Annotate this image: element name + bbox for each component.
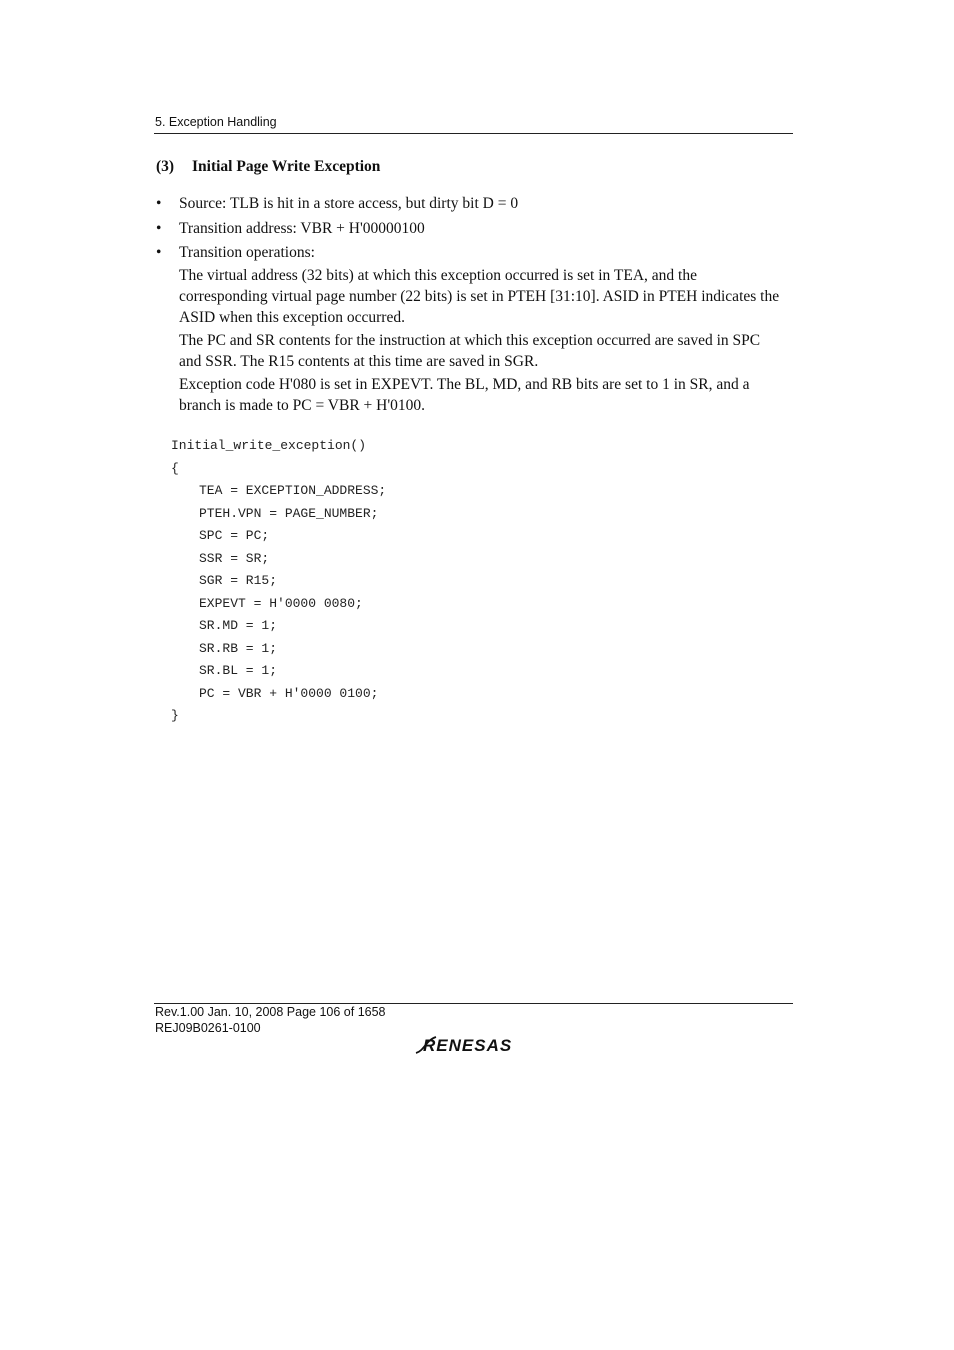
footer-revision: Rev.1.00 Jan. 10, 2008 Page 106 of 1658 — [155, 1005, 386, 1019]
code-line: EXPEVT = H'0000 0080; — [199, 595, 363, 611]
bullet-icon: • — [156, 195, 162, 212]
code-line: SR.RB = 1; — [199, 640, 278, 656]
bullet-source: Source: TLB is hit in a store access, but dirty bit D = 0 — [179, 195, 519, 212]
code-line: PTEH.VPN = PAGE_NUMBER; — [199, 505, 379, 521]
section-heading — [156, 158, 380, 176]
code-function: Initial_write_exception() — [171, 438, 367, 453]
bullet-icon: • — [156, 244, 162, 261]
code-line: SR.MD = 1; — [199, 618, 278, 633]
code-line: SPC = PC; — [199, 528, 270, 543]
running-header: 5. Exception Handling — [155, 115, 277, 129]
code-line: SGR = R15; — [199, 573, 278, 588]
renesas-logo — [414, 1034, 534, 1061]
bullet-transition-address: Transition address: VBR + H'00000100 — [179, 219, 425, 237]
code-line: PC = VBR + H'0000 0100; — [199, 685, 379, 701]
bullet-icon: • — [156, 219, 162, 237]
header-rule — [154, 133, 793, 134]
code-block — [171, 435, 386, 728]
footer — [155, 1005, 386, 1036]
code-line: SSR = SR; — [199, 550, 270, 566]
renesas-logo-icon — [414, 1034, 534, 1056]
bullet-transition-operations: Transition operations: — [179, 244, 315, 261]
svg-text:RENESAS: RENESAS — [423, 1036, 513, 1055]
paragraph-expevt: Exception code H'080 is set in EXPEVT. The BL, MD, and RB bits are set to 1 in SR, and a branch is made to PC = VBR + H'0100. — [179, 376, 750, 414]
code-line: TEA = EXCEPTION_ADDRESS; — [199, 483, 387, 498]
paragraph-spc-ssr: The PC and SR contents for the instruction at which this exception occurred are saved in SPC and SSR. The R15 contents at this time are saved in SGR. — [179, 332, 761, 370]
footer-rule — [154, 1003, 793, 1004]
bullet-list — [156, 193, 786, 418]
section-title: Initial Page Write Exception — [192, 158, 381, 175]
list-item — [156, 218, 786, 239]
code-line: SR.BL = 1; — [199, 663, 278, 678]
paragraph-tea: The virtual address (32 bits) at which this exception occurred is set in TEA, and the corresponding virtual page number (22 bits) is set in PTEH [31:10]. ASID in PTEH indicates the ASID when this exception occurred. — [179, 267, 780, 326]
section-number: (3) — [156, 158, 175, 175]
list-item — [156, 193, 786, 214]
code-close-brace: } — [171, 708, 179, 723]
footer-document-number: REJ09B0261-0100 — [155, 1020, 261, 1035]
code-open-brace: { — [171, 460, 179, 476]
list-item — [156, 242, 786, 263]
